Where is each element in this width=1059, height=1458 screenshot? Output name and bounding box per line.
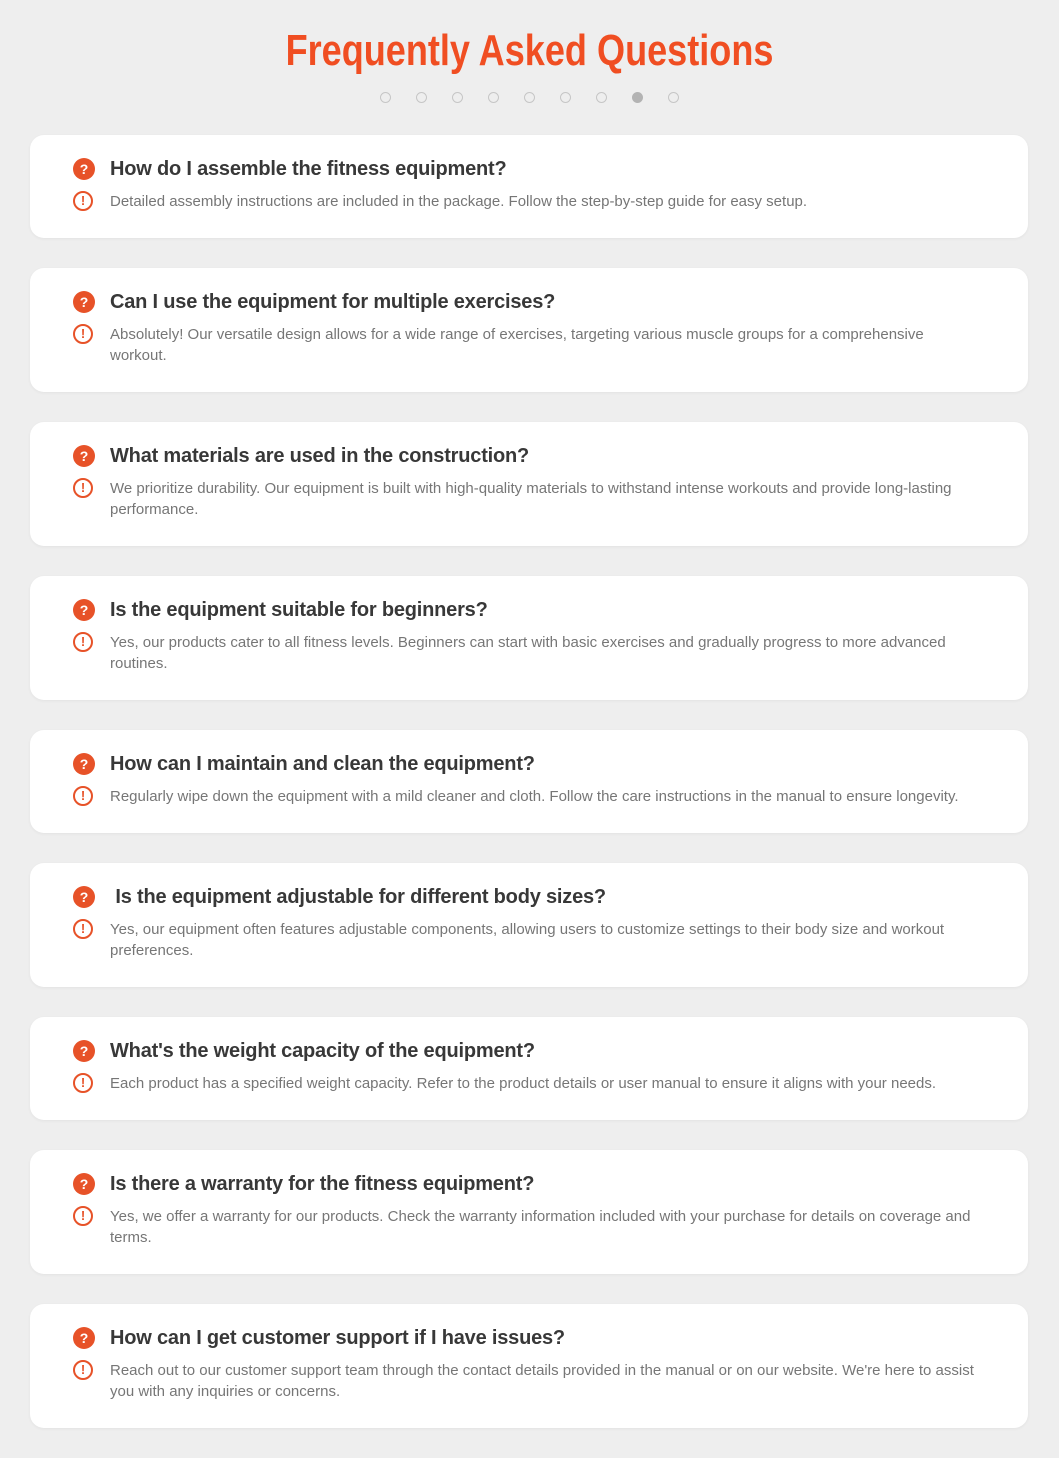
faq-question: Is the equipment suitable for beginners? <box>110 598 488 621</box>
faq-answer-row <box>73 191 978 212</box>
pagination-dot[interactable] <box>488 92 499 103</box>
question-mark-icon: ? <box>73 291 95 313</box>
faq-question: Is the equipment adjustable for different body sizes? <box>110 885 606 908</box>
faq-answer: Regularly wipe down the equipment with a mild cleaner and cloth. Follow the care instructions in the manual to ensure longevity. <box>110 787 959 805</box>
faq-question: Can I use the equipment for multiple exercises? <box>110 290 556 313</box>
exclamation-icon: ! <box>73 191 93 211</box>
faq-card <box>30 135 1028 238</box>
faq-question: Is there a warranty for the fitness equipment? <box>110 1172 535 1195</box>
faq-question-row <box>73 1171 978 1197</box>
pagination-dot-active[interactable] <box>632 92 643 103</box>
faq-question: How can I get customer support if I have issues? <box>110 1326 565 1349</box>
question-mark-icon: ? <box>73 1327 95 1349</box>
faq-answer-row <box>73 1360 978 1402</box>
faq-answer-row <box>73 478 978 520</box>
question-mark-icon: ? <box>73 445 95 467</box>
faq-question-row <box>73 1325 978 1351</box>
faq-question-row <box>73 1038 978 1064</box>
faq-answer-row <box>73 786 978 807</box>
faq-question: How can I maintain and clean the equipment? <box>110 752 535 775</box>
faq-question-row <box>73 443 978 469</box>
faq-answer-row <box>73 324 978 366</box>
faq-question-row <box>73 884 978 910</box>
faq-card <box>30 1150 1028 1274</box>
faq-card <box>30 576 1028 700</box>
faq-list <box>30 135 1028 1428</box>
pagination-dot[interactable] <box>596 92 607 103</box>
exclamation-icon: ! <box>73 632 93 652</box>
exclamation-icon: ! <box>73 324 93 344</box>
faq-question: What materials are used in the construction? <box>110 444 530 467</box>
faq-question-row <box>73 156 978 182</box>
faq-card <box>30 422 1028 546</box>
faq-answer: Detailed assembly instructions are included in the package. Follow the step-by-step guide for easy setup. <box>110 192 808 210</box>
exclamation-icon: ! <box>73 1073 93 1093</box>
faq-card <box>30 863 1028 987</box>
faq-answer-row <box>73 632 978 674</box>
exclamation-icon: ! <box>73 478 93 498</box>
faq-question-row <box>73 289 978 315</box>
exclamation-icon: ! <box>73 1206 93 1226</box>
exclamation-icon: ! <box>73 786 93 806</box>
faq-answer: Yes, we offer a warranty for our products. Check the warranty information included with your purchase for details on coverage and terms. <box>110 1207 971 1246</box>
question-mark-icon: ? <box>73 886 95 908</box>
faq-question: How do I assemble the fitness equipment? <box>110 157 507 180</box>
faq-answer-row <box>73 919 978 961</box>
pagination-dot[interactable] <box>668 92 679 103</box>
faq-card <box>30 268 1028 392</box>
question-mark-icon: ? <box>73 1040 95 1062</box>
pagination-dot[interactable] <box>524 92 535 103</box>
faq-question-row <box>73 597 978 623</box>
faq-answer: Yes, our products cater to all fitness levels. Beginners can start with basic exercises and gradually progress to more advanced routines. <box>110 633 946 672</box>
faq-card <box>30 1017 1028 1120</box>
page-title: Frequently Asked Questions <box>285 26 774 75</box>
question-mark-icon: ? <box>73 753 95 775</box>
pagination-dot[interactable] <box>416 92 427 103</box>
faq-answer: We prioritize durability. Our equipment is built with high-quality materials to withstand intense workouts and provide long-lasting performance. <box>110 479 952 518</box>
pagination-dot[interactable] <box>560 92 571 103</box>
question-mark-icon: ? <box>73 1173 95 1195</box>
pagination-dots <box>0 92 1059 104</box>
faq-answer: Yes, our equipment often features adjustable components, allowing users to customize settings to their body size and workout preferences. <box>110 920 945 959</box>
faq-question-row <box>73 751 978 777</box>
exclamation-icon: ! <box>73 1360 93 1380</box>
faq-answer: Each product has a specified weight capacity. Refer to the product details or user manual to ensure it aligns with your needs. <box>110 1074 937 1092</box>
faq-card <box>30 730 1028 833</box>
question-mark-icon: ? <box>73 158 95 180</box>
pagination-dot[interactable] <box>452 92 463 103</box>
question-mark-icon: ? <box>73 599 95 621</box>
exclamation-icon: ! <box>73 919 93 939</box>
pagination-dot[interactable] <box>380 92 391 103</box>
faq-answer-row <box>73 1073 978 1094</box>
faq-answer: Absolutely! Our versatile design allows for a wide range of exercises, targeting various muscle groups for a comprehensive workout. <box>110 325 924 364</box>
faq-answer-row <box>73 1206 978 1248</box>
faq-answer: Reach out to our customer support team through the contact details provided in the manual or on our website. We're here to assist you with any inquiries or concerns. <box>110 1361 974 1400</box>
faq-question: What's the weight capacity of the equipment? <box>110 1039 535 1062</box>
faq-card <box>30 1304 1028 1428</box>
